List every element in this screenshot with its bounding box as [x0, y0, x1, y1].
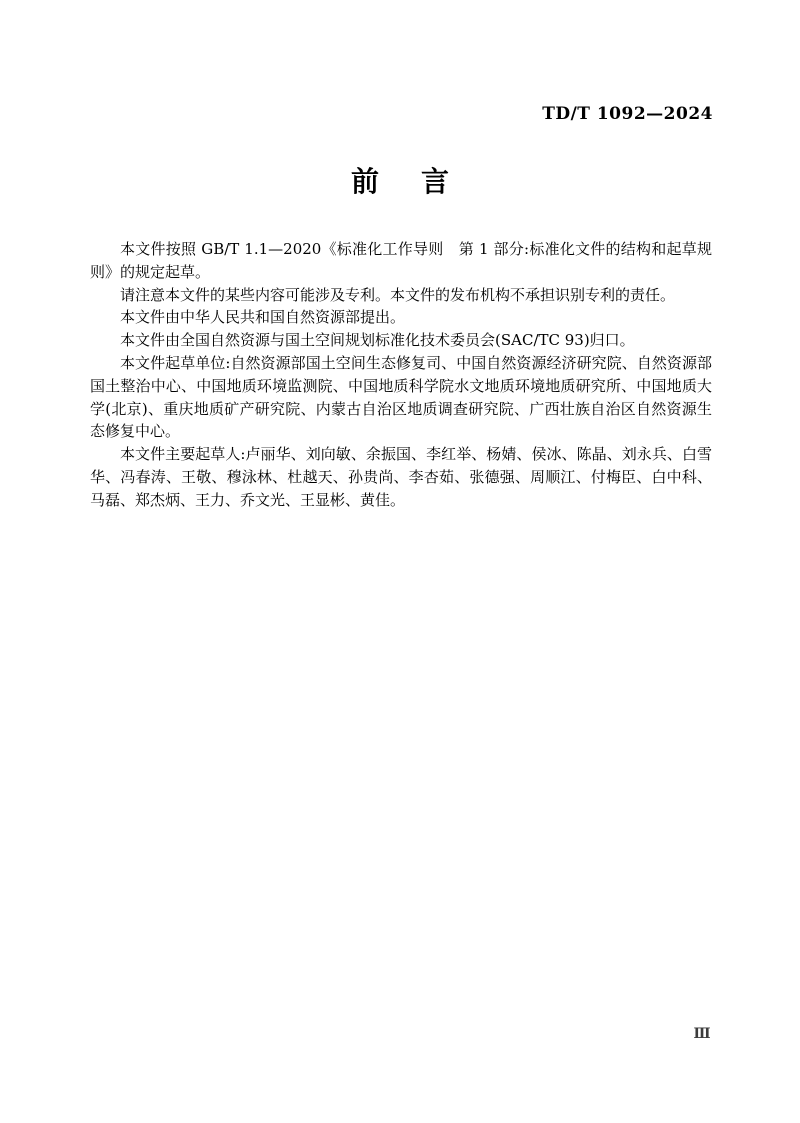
- foreword-body: [90, 238, 712, 512]
- foreword-title-char-2: 言: [421, 165, 450, 198]
- foreword-paragraph-patent-notice: 请注意本文件的某些内容可能涉及专利。本文件的发布机构不承担识别专利的责任。: [120, 285, 676, 304]
- foreword-paragraph-main-drafters: 本文件主要起草人:卢丽华、刘向敏、余振国、李红举、杨婧、侯冰、陈晶、刘永兵、白雪华、冯春涛、王敬、穆泳林、杜越天、孙贵尚、李杏茹、张德强、周顺江、付梅臣、白中科、马磊、郑杰炳、王力、乔文光、王显彬、黄佳。: [90, 445, 712, 509]
- foreword-title: [0, 165, 800, 199]
- foreword-paragraph-proposed-by: 本文件由中华人民共和国自然资源部提出。: [120, 308, 406, 327]
- standard-number: TD/T 1092—2024: [542, 104, 713, 124]
- foreword-paragraph-committee: 本文件由全国自然资源与国土空间规划标准化技术委员会(SAC/TC 93)归口。: [120, 331, 635, 350]
- foreword-title-char-1: 前: [350, 165, 379, 198]
- foreword-paragraph-drafting-organizations: 本文件起草单位:自然资源部国土空间生态修复司、中国自然资源经济研究院、自然资源部国土整治中心、中国地质环境监测院、中国地质科学院水文地质环境地质研究所、中国地质大学(北京)、重庆地质矿产研究院、内蒙古自治区地质调查研究院、广西壮族自治区自然资源生态修复中心。: [90, 353, 712, 441]
- page-number: Ⅲ: [693, 1026, 711, 1042]
- foreword-paragraph-drafting-rules: 本文件按照 GB/T 1.1—2020《标准化工作导则 第 1 部分:标准化文件的结构和起草规则》的规定起草。: [90, 240, 712, 281]
